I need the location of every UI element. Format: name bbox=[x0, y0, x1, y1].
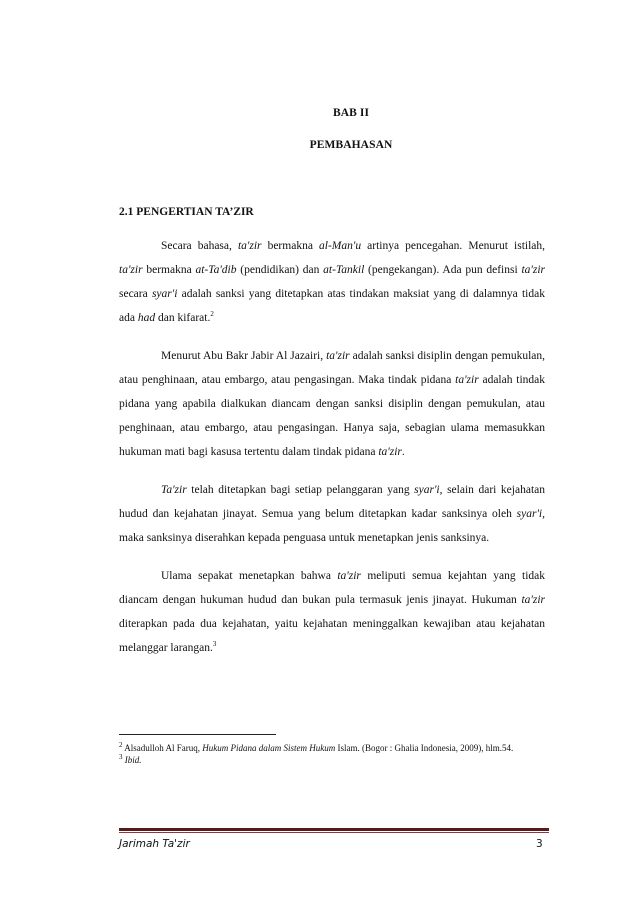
text-run: Ulama sepakat menetapkan bahwa bbox=[161, 570, 338, 582]
italic-term: syar'i bbox=[414, 484, 440, 496]
text-run: , selain dari kejahatan hudud dan kejahatan jinayat. Semua yang belum ditetapkan kadar sanksinya oleh bbox=[119, 484, 545, 520]
text-run: maka sanksinya diserahkan kepada penguasa untuk menetapkan jenis sanksinya. bbox=[119, 532, 490, 544]
page-number: 3 bbox=[536, 838, 543, 850]
italic-term: Ta'zir bbox=[161, 484, 187, 496]
body-text bbox=[119, 234, 545, 674]
footer-rule bbox=[119, 828, 549, 831]
text-run: Islam. (Bogor : Ghalia Indonesia, 2009), hlm.54. bbox=[335, 743, 514, 753]
italic-term: syar'i bbox=[151, 288, 178, 300]
text-run: Menurut Abu Bakr Jabir Al Jazairi, bbox=[161, 350, 327, 362]
text-run: Secara bahasa, bbox=[161, 240, 238, 252]
paragraph-3 bbox=[119, 478, 545, 550]
text-run: telah ditetapkan bagi setiap pelanggaran yang bbox=[186, 484, 415, 496]
footnote-number: 3 bbox=[119, 753, 123, 761]
footer-rule-thin bbox=[119, 832, 549, 833]
text-run: bermakna bbox=[261, 240, 319, 252]
italic-term: at-Ta'dib bbox=[195, 264, 237, 276]
footnote-number: 2 bbox=[119, 741, 123, 749]
footnote-3 bbox=[119, 754, 559, 766]
text-run: adalah sanksi disiplin dengan pemukulan, atau penghinaan, atau embargo, atau pengasingan. Maka tindak pidana bbox=[119, 350, 546, 386]
text-run: artinya pencegahan. Menurut istilah, bbox=[361, 240, 546, 252]
text-run: Alsadulloh Al Faruq, bbox=[122, 743, 203, 753]
text-run: adalah tindak pidana yang apabila dialkukan diancam dengan sanksi disiplin dengan pemukulan, atau penghinaan, atau embargo, atau pengasingan. Hanya saja, sebagian ulama memasukkan hukuman mati bagi kasusa tertentu dalam tindak pidana bbox=[119, 374, 545, 458]
italic-term: ta'zir bbox=[521, 264, 545, 276]
text-run: (pengekangan). Ada pun definsi bbox=[364, 264, 522, 276]
paragraph-1 bbox=[119, 234, 545, 330]
book-title: Hukum Pidana dalam Sistem Hukum bbox=[202, 743, 336, 753]
paragraph-4 bbox=[119, 564, 545, 660]
italic-term: at-Tankil bbox=[323, 264, 365, 276]
chapter-title: PEMBAHASAN bbox=[309, 139, 393, 151]
italic-term: ta'zir bbox=[455, 374, 479, 386]
footer-title: Jarimah Ta'zir bbox=[119, 838, 190, 850]
italic-term: syar'i, bbox=[516, 508, 545, 520]
text-run: . bbox=[401, 446, 405, 458]
text-run: secara bbox=[119, 288, 152, 300]
text-run: bermakna bbox=[142, 264, 196, 276]
italic-term: ta'zir bbox=[326, 350, 350, 362]
footnote-2 bbox=[119, 742, 559, 754]
footnote-ref: 3 bbox=[212, 640, 217, 649]
text-run: diterapkan pada dua kejahatan, yaitu kejahatan meninggalkan kewajiban atau kejahatan melanggar larangan. bbox=[119, 618, 545, 654]
paragraph-2 bbox=[119, 344, 545, 464]
italic-term: ta'zir bbox=[378, 446, 402, 458]
chapter-label: BAB II bbox=[332, 107, 370, 119]
text-run: dan kifarat. bbox=[155, 312, 211, 324]
ibid-text: Ibid. bbox=[124, 755, 142, 765]
text-run: adalah sanksi yang ditetapkan atas tindakan maksiat yang di dalamnya tidak ada bbox=[119, 288, 545, 324]
footnote-separator bbox=[119, 734, 276, 735]
footnotes bbox=[119, 742, 559, 766]
italic-term: had bbox=[137, 312, 156, 324]
italic-term: al-Man'u bbox=[319, 240, 362, 252]
text-run: meliputi semua kejahtan yang tidak diancam dengan hukuman hudud dan bukan pula termasuk jenis jinayat. Hukuman bbox=[119, 570, 545, 606]
italic-term: ta'zir bbox=[337, 570, 361, 582]
italic-term: ta'zir bbox=[237, 240, 262, 252]
italic-term: ta'zir bbox=[521, 594, 545, 606]
italic-term: ta'zir bbox=[119, 264, 143, 276]
section-title: 2.1 PENGERTIAN TA’ZIR bbox=[119, 206, 254, 218]
footnote-ref: 2 bbox=[210, 310, 214, 319]
text-run: (pendidikan) dan bbox=[236, 264, 324, 276]
